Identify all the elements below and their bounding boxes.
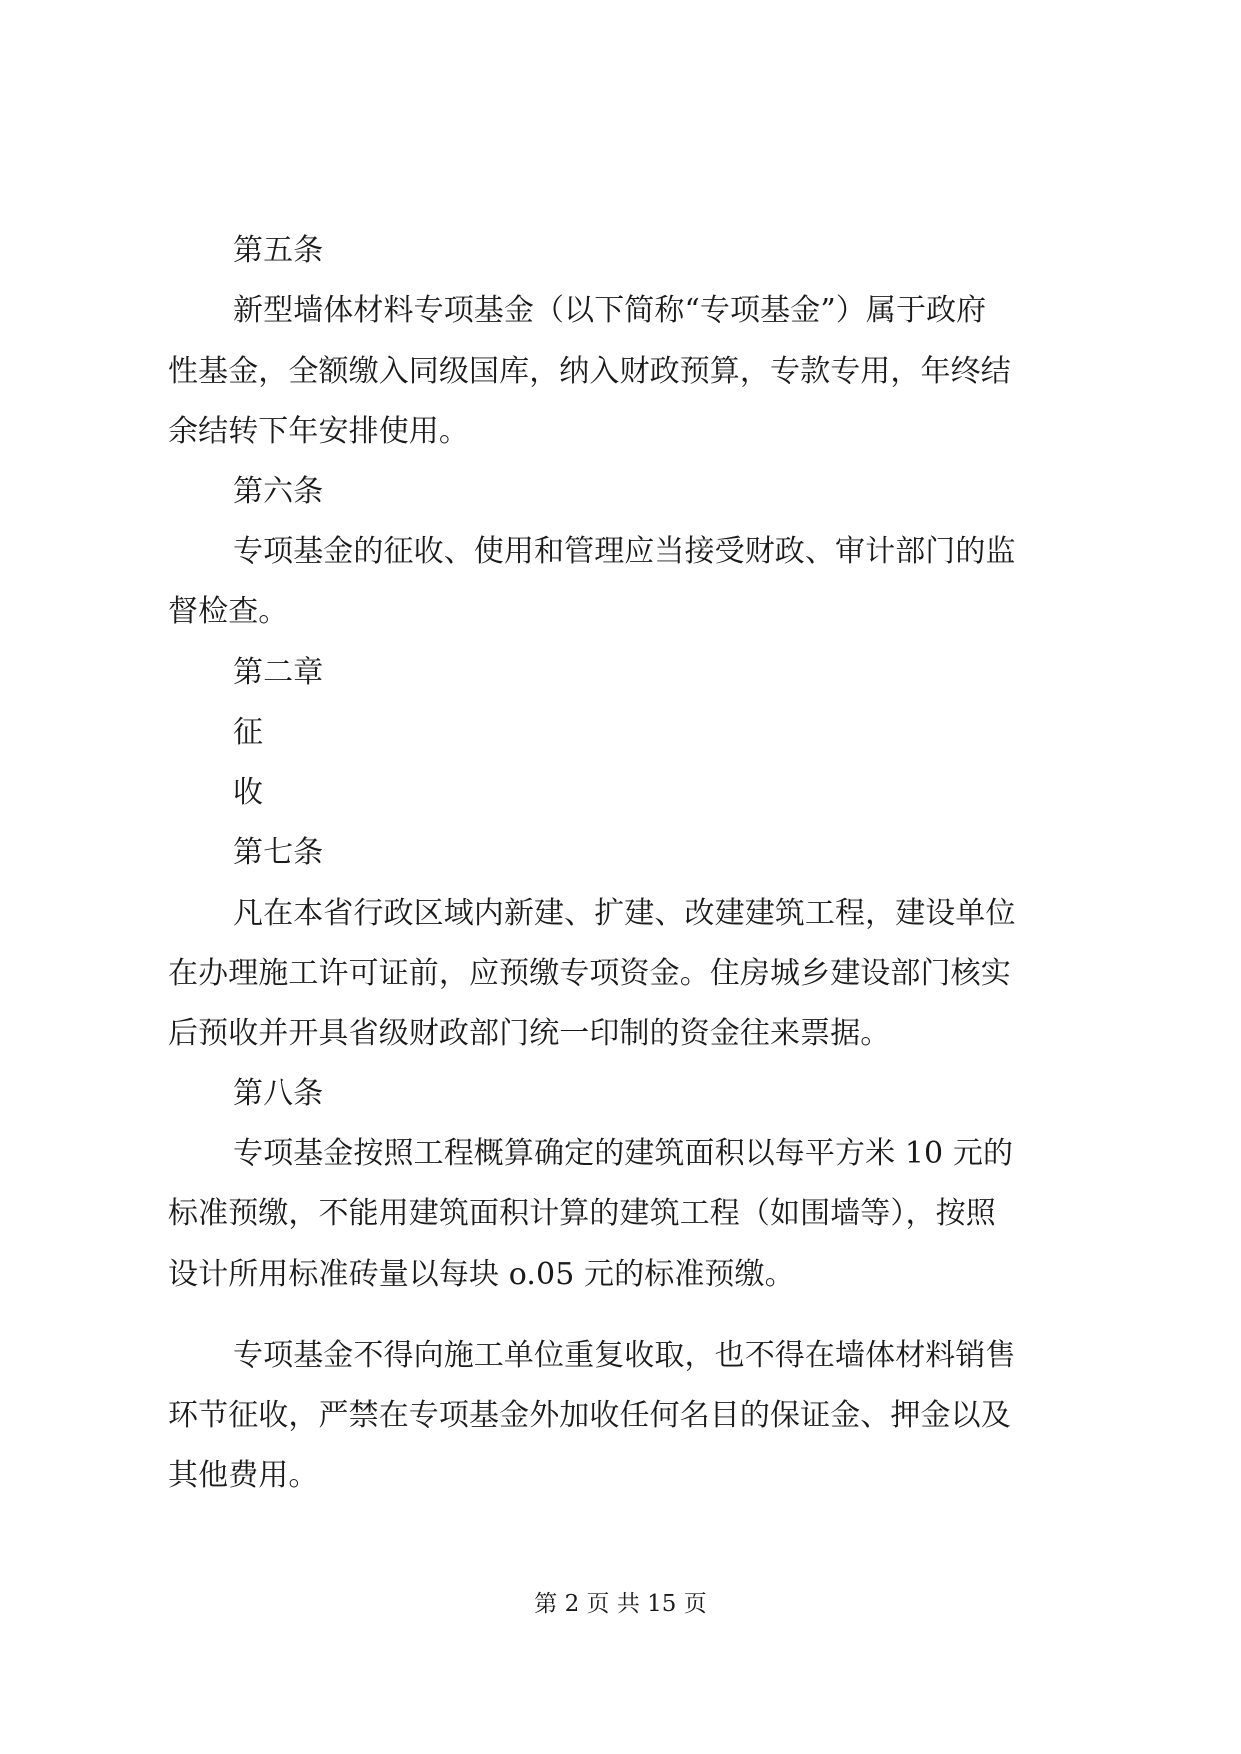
article-8-para-1-line-1: 专项基金按照工程概算确定的建筑面积以每平方米 10 元的 xyxy=(233,1136,1014,1171)
chapter-2-name-char-2: 收 xyxy=(233,775,264,810)
chapter-2-name-char-1: 征 xyxy=(233,715,264,750)
article-8-para-1-line-2: 标准预缴，不能用建筑面积计算的建筑工程（如围墙等），按照 xyxy=(168,1196,996,1231)
page-number-footer: 第 2 页 共 15 页 xyxy=(534,1591,707,1617)
article-7-line-3: 后预收并开具省级财政部门统一印制的资金往来票据。 xyxy=(168,1016,891,1051)
article-7-line-1: 凡在本省行政区域内新建、扩建、改建建筑工程，建设单位 xyxy=(233,896,1016,931)
article-6-line-2: 督检查。 xyxy=(168,594,289,629)
article-8-para-1-line-3: 设计所用标准砖量以每块 o.05 元的标准预缴。 xyxy=(168,1257,795,1292)
article-5-title: 第五条 xyxy=(233,233,324,268)
chapter-2-title: 第二章 xyxy=(233,655,324,690)
article-5-line-2: 性基金，全额缴入同级国库，纳入财政预算，专款专用，年终结 xyxy=(168,354,1011,389)
article-8-title: 第八条 xyxy=(233,1076,324,1111)
article-7-line-2: 在办理施工许可证前，应预缴专项资金。住房城乡建设部门核实 xyxy=(168,956,1011,991)
article-5-line-3: 余结转下年安排使用。 xyxy=(168,414,469,449)
article-8-para-2-line-1: 专项基金不得向施工单位重复收取，也不得在墙体材料销售 xyxy=(233,1338,1016,1373)
article-8-para-2-line-3: 其他费用。 xyxy=(168,1458,319,1493)
article-6-title: 第六条 xyxy=(233,474,324,509)
article-8-para-2-line-2: 环节征收，严禁在专项基金外加收任何名目的保证金、押金以及 xyxy=(168,1398,1011,1433)
article-7-title: 第七条 xyxy=(233,835,324,870)
article-5-line-1: 新型墙体材料专项基金（以下简称“专项基金”）属于政府 xyxy=(233,293,987,328)
article-6-line-1: 专项基金的征收、使用和管理应当接受财政、审计部门的监 xyxy=(233,534,1016,569)
